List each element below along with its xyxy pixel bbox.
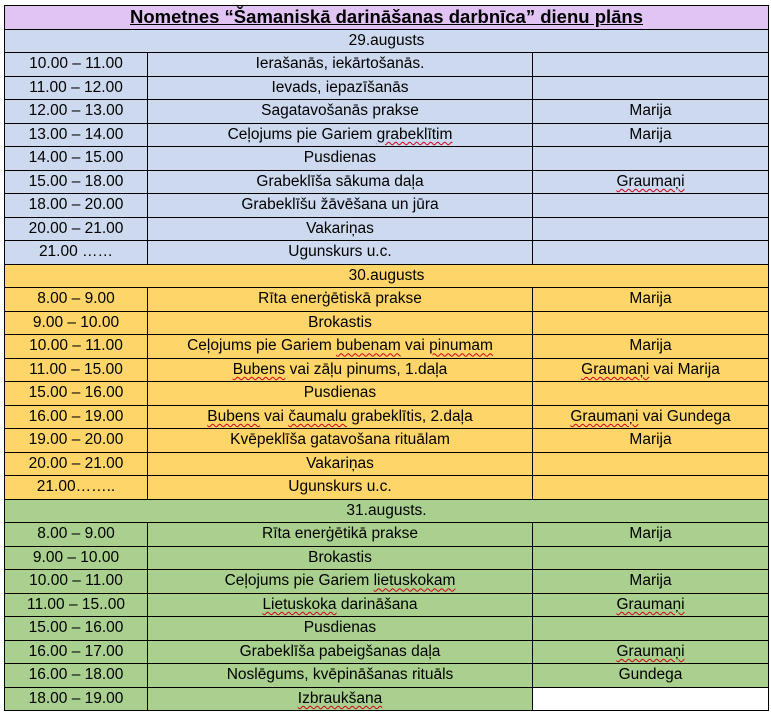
activity-cell: Vakariņas (148, 217, 533, 241)
time-cell: 11.00 – 12.00 (5, 76, 148, 100)
leader-cell: Marija (533, 288, 769, 312)
time-cell: 19.00 – 20.00 (5, 429, 148, 453)
leader-cell: Marija (533, 123, 769, 147)
time-cell: 10.00 – 11.00 (5, 53, 148, 77)
activity-cell: Bubens vai čaumalu grabeklītis, 2.daļa (148, 405, 533, 429)
time-cell: 10.00 – 11.00 (5, 335, 148, 359)
time-cell: 14.00 – 15.00 (5, 147, 148, 171)
activity-cell: Sagatavošanās prakse (148, 100, 533, 124)
table-row (5, 76, 769, 100)
activity-cell: Ugunskurs u.c. (148, 476, 533, 500)
table-row (5, 476, 769, 500)
time-cell: 20.00 – 21.00 (5, 452, 148, 476)
leader-cell: Marija (533, 523, 769, 547)
time-cell: 18.00 – 19.00 (5, 687, 148, 711)
time-cell: 13.00 – 14.00 (5, 123, 148, 147)
activity-cell: Kvēpeklīša gatavošana rituālam (148, 429, 533, 453)
table-row (5, 335, 769, 359)
time-cell: 18.00 – 20.00 (5, 194, 148, 218)
date-row (5, 499, 769, 523)
table-row (5, 170, 769, 194)
table-row (5, 53, 769, 77)
table-row (5, 429, 769, 453)
schedule-body (5, 6, 769, 711)
activity-cell: Pusdienas (148, 382, 533, 406)
leader-cell: Marija (533, 429, 769, 453)
time-cell: 16.00 – 17.00 (5, 640, 148, 664)
leader-cell: Graumaņi (533, 593, 769, 617)
time-cell: 12.00 – 13.00 (5, 100, 148, 124)
time-cell: 8.00 – 9.00 (5, 523, 148, 547)
table-row (5, 123, 769, 147)
date-cell: 31.augusts. (5, 499, 769, 523)
activity-cell: Pusdienas (148, 147, 533, 171)
table-row (5, 288, 769, 312)
time-cell: 15.00 – 16.00 (5, 382, 148, 406)
table-row (5, 382, 769, 406)
leader-cell: Graumaņi (533, 170, 769, 194)
time-cell: 11.00 – 15..00 (5, 593, 148, 617)
leader-cell (533, 217, 769, 241)
date-cell: 30.augusts (5, 264, 769, 288)
date-row (5, 264, 769, 288)
table-row (5, 194, 769, 218)
table-row (5, 147, 769, 171)
activity-cell: Grabeklīšu žāvēšana un jūra (148, 194, 533, 218)
time-cell: 9.00 – 10.00 (5, 546, 148, 570)
time-cell: 15.00 – 18.00 (5, 170, 148, 194)
leader-cell: Graumaņi vai Marija (533, 358, 769, 382)
schedule-table (4, 5, 769, 711)
time-cell: 16.00 – 18.00 (5, 664, 148, 688)
time-cell: 16.00 – 19.00 (5, 405, 148, 429)
leader-cell: Graumaņi (533, 640, 769, 664)
leader-cell (533, 311, 769, 335)
table-row (5, 664, 769, 688)
table-row (5, 593, 769, 617)
leader-cell: Marija (533, 570, 769, 594)
activity-cell: Lietuskoka darināšana (148, 593, 533, 617)
table-row (5, 241, 769, 265)
activity-cell: Bubens vai zāļu pinums, 1.daļa (148, 358, 533, 382)
time-cell: 8.00 – 9.00 (5, 288, 148, 312)
leader-cell (533, 476, 769, 500)
leader-cell (533, 53, 769, 77)
leader-cell: Marija (533, 100, 769, 124)
table-row (5, 358, 769, 382)
leader-cell (533, 452, 769, 476)
table-row (5, 687, 769, 711)
table-row (5, 546, 769, 570)
time-cell: 20.00 – 21.00 (5, 217, 148, 241)
leader-cell (533, 617, 769, 641)
activity-cell: Ceļojums pie Gariem grabeklītim (148, 123, 533, 147)
activity-cell: Izbraukšana (148, 687, 533, 711)
leader-cell (533, 194, 769, 218)
time-cell: 10.00 – 11.00 (5, 570, 148, 594)
activity-cell: Ierašanās, iekārtošanās. (148, 53, 533, 77)
leader-cell (533, 687, 769, 711)
activity-cell: Grabeklīša pabeigšanas daļa (148, 640, 533, 664)
table-row (5, 640, 769, 664)
time-cell: 21.00 …… (5, 241, 148, 265)
activity-cell: Ceļojums pie Gariem bubenam vai pinumam (148, 335, 533, 359)
activity-cell: Rīta enerģētiskā prakse (148, 288, 533, 312)
table-row (5, 217, 769, 241)
activity-cell: Brokastis (148, 311, 533, 335)
leader-cell (533, 546, 769, 570)
table-row (5, 100, 769, 124)
table-row (5, 570, 769, 594)
activity-cell: Pusdienas (148, 617, 533, 641)
time-cell: 9.00 – 10.00 (5, 311, 148, 335)
leader-cell (533, 382, 769, 406)
table-row (5, 405, 769, 429)
leader-cell (533, 241, 769, 265)
leader-cell (533, 147, 769, 171)
table-row (5, 452, 769, 476)
activity-cell: Noslēgums, kvēpināšanas rituāls (148, 664, 533, 688)
activity-cell: Ievads, iepazīšanās (148, 76, 533, 100)
activity-cell: Rīta enerģētikā prakse (148, 523, 533, 547)
time-cell: 11.00 – 15.00 (5, 358, 148, 382)
activity-cell: Vakariņas (148, 452, 533, 476)
table-row (5, 311, 769, 335)
leader-cell: Gundega (533, 664, 769, 688)
date-cell: 29.augusts (5, 29, 769, 53)
table-row (5, 617, 769, 641)
date-row (5, 29, 769, 53)
leader-cell: Marija (533, 335, 769, 359)
leader-cell (533, 76, 769, 100)
activity-cell: Ceļojums pie Gariem lietuskokam (148, 570, 533, 594)
activity-cell: Grabeklīša sākuma daļa (148, 170, 533, 194)
activity-cell: Ugunskurs u.c. (148, 241, 533, 265)
leader-cell: Graumaņi vai Gundega (533, 405, 769, 429)
time-cell: 21.00…….. (5, 476, 148, 500)
table-row (5, 523, 769, 547)
page-title: Nometnes “Šamaniskā darināšanas darbnīca” dienu plāns (5, 6, 769, 30)
title-row (5, 6, 769, 30)
activity-cell: Brokastis (148, 546, 533, 570)
time-cell: 15.00 – 16.00 (5, 617, 148, 641)
